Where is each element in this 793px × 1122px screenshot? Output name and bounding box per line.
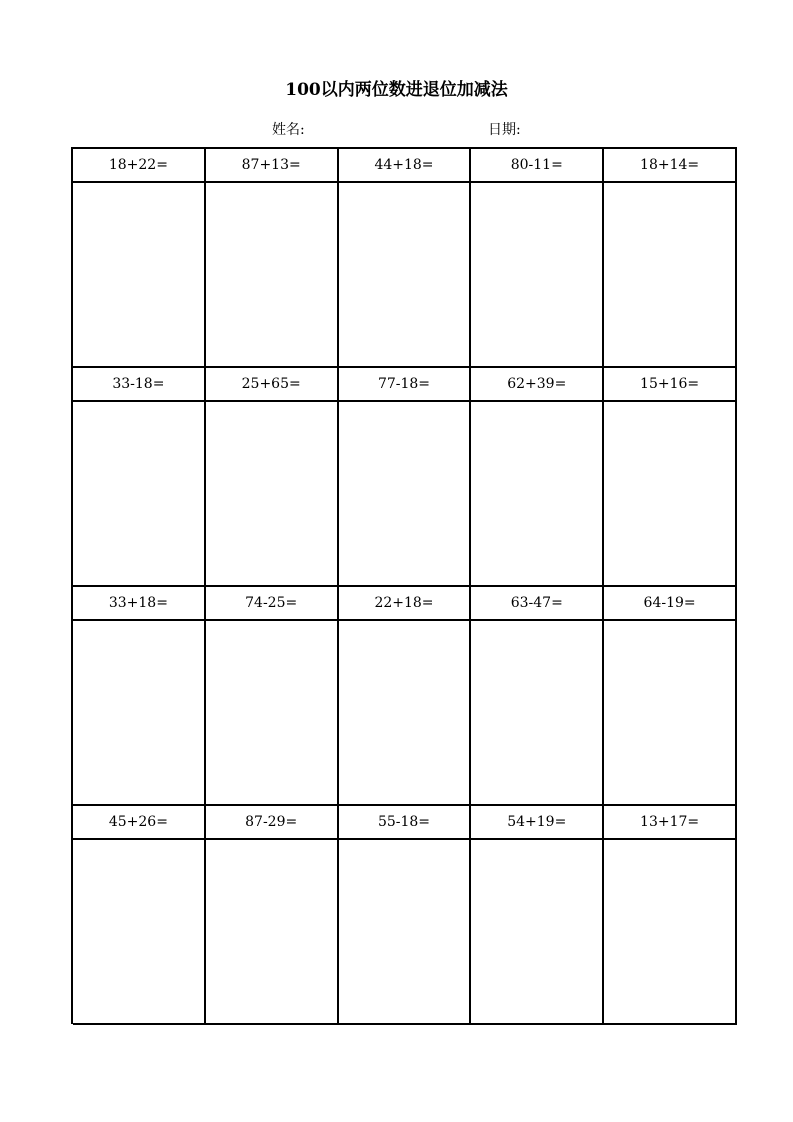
problem-cell bbox=[73, 368, 206, 587]
problem-cell bbox=[604, 368, 737, 587]
problem-row bbox=[73, 368, 737, 587]
problem-cell bbox=[604, 806, 737, 1025]
work-area bbox=[604, 840, 735, 1023]
problem-text: 64-19= bbox=[604, 587, 735, 621]
problem-cell bbox=[339, 368, 472, 587]
problem-cell bbox=[604, 587, 737, 806]
work-area bbox=[471, 183, 602, 366]
problem-text: 80-11= bbox=[471, 149, 602, 183]
work-area bbox=[206, 402, 337, 585]
work-area bbox=[73, 402, 204, 585]
work-area bbox=[604, 183, 735, 366]
problem-cell bbox=[73, 806, 206, 1025]
problem-text: 33-18= bbox=[73, 368, 204, 402]
work-area bbox=[604, 621, 735, 804]
work-area bbox=[471, 621, 602, 804]
problem-cell bbox=[206, 806, 339, 1025]
problem-text: 77-18= bbox=[339, 368, 470, 402]
problem-text: 62+39= bbox=[471, 368, 602, 402]
problem-cell bbox=[339, 149, 472, 368]
problem-text: 45+26= bbox=[73, 806, 204, 840]
problem-cell bbox=[73, 149, 206, 368]
work-area bbox=[471, 402, 602, 585]
problem-text: 13+17= bbox=[604, 806, 735, 840]
date-label: 日期: bbox=[488, 122, 521, 138]
problem-text: 33+18= bbox=[73, 587, 204, 621]
work-area bbox=[471, 840, 602, 1023]
problem-text: 54+19= bbox=[471, 806, 602, 840]
problem-text: 44+18= bbox=[339, 149, 470, 183]
work-area bbox=[206, 840, 337, 1023]
problem-row bbox=[73, 149, 737, 368]
problem-cell bbox=[206, 368, 339, 587]
problem-cell bbox=[471, 368, 604, 587]
problem-cell bbox=[339, 806, 472, 1025]
problem-text: 87-29= bbox=[206, 806, 337, 840]
problem-text: 63-47= bbox=[471, 587, 602, 621]
problem-cell bbox=[206, 149, 339, 368]
worksheet-title: 100以内两位数进退位加减法 bbox=[285, 80, 508, 100]
work-area bbox=[604, 402, 735, 585]
problem-text: 18+14= bbox=[604, 149, 735, 183]
work-area bbox=[206, 183, 337, 366]
work-area bbox=[73, 621, 204, 804]
problem-cell bbox=[604, 149, 737, 368]
problem-text: 18+22= bbox=[73, 149, 204, 183]
work-area bbox=[339, 621, 470, 804]
work-area bbox=[73, 840, 204, 1023]
problem-text: 87+13= bbox=[206, 149, 337, 183]
problem-text: 25+65= bbox=[206, 368, 337, 402]
problem-cell bbox=[339, 587, 472, 806]
problem-text: 55-18= bbox=[339, 806, 470, 840]
work-area bbox=[339, 840, 470, 1023]
problem-cell bbox=[471, 806, 604, 1025]
problem-row bbox=[73, 806, 737, 1025]
problem-text: 15+16= bbox=[604, 368, 735, 402]
problem-grid bbox=[71, 147, 737, 1024]
work-area bbox=[339, 183, 470, 366]
problem-cell bbox=[206, 587, 339, 806]
problem-cell bbox=[471, 149, 604, 368]
problem-cell bbox=[73, 587, 206, 806]
work-area bbox=[73, 183, 204, 366]
work-area bbox=[206, 621, 337, 804]
name-label: 姓名: bbox=[272, 122, 305, 138]
problem-text: 22+18= bbox=[339, 587, 470, 621]
problem-cell bbox=[471, 587, 604, 806]
problem-text: 74-25= bbox=[206, 587, 337, 621]
problem-row bbox=[73, 587, 737, 806]
work-area bbox=[339, 402, 470, 585]
